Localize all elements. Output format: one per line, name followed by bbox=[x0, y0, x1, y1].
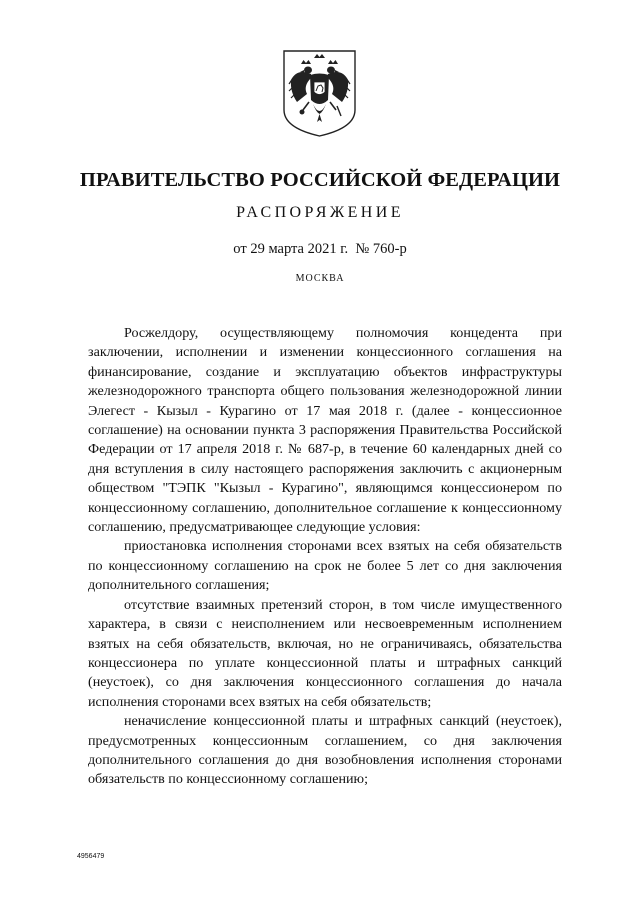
body-paragraph: отсутствие взаимных претензий сторон, в том числе имущественного характера, в связи с неисполнением или несвоевременным исполнением взятых на себя обязательств, включая, но не ограничиваясь, обязательства концессионера по уплате концессионной платы и штрафных санкций (неустоек), со дня заключения концессионного соглашения до начала исполнения сторонами всех взятых на себя обязательств; bbox=[88, 596, 562, 710]
body-paragraph: Росжелдору, осуществляющему полномочия концедента при заключении, исполнении и изменении концессионного соглашения на финансирование, создание и эксплуатацию объектов инфраструктуры железнодорожного транспорта общего пользования железнодорожной линии Элегест - Кызыл - Курагино от 17 мая 2018 г. (далее - концессионное соглашение) на основании пункта 3 распоряжения Правительства Российской Федерации от 17 апреля 2018 г. № 687-р, в течение 60 календарных дней со дня вступления в силу настоящего распоряжения заключить с акционерным обществом "ТЭПК "Кызыл - Курагино", являющимся концессионером по концессионному соглашению, дополнительное соглашение к концессионному соглашению, предусматривающее следующие условия: bbox=[88, 325, 562, 536]
document-code: 4956479 bbox=[77, 853, 105, 860]
document-type-heading: РАСПОРЯЖЕНИЕ bbox=[236, 204, 404, 221]
document-body bbox=[88, 324, 562, 790]
document-city: МОСКВА bbox=[295, 273, 345, 284]
government-title: ПРАВИТЕЛЬСТВО РОССИЙСКОЙ ФЕДЕРАЦИИ bbox=[79, 169, 561, 191]
document-date-number: от 29 марта 2021 г. № 760-р bbox=[233, 241, 407, 257]
coat-of-arms-emblem-icon bbox=[281, 48, 358, 138]
body-paragraph: приостановка исполнения сторонами всех взятых на себя обязательств по концессионному соглашению на срок не более 5 лет со дня заключения дополнительного соглашения; bbox=[88, 538, 562, 594]
body-paragraph: неначисление концессионной платы и штрафных санкций (неустоек), предусмотренных концессионным соглашением, со дня заключения дополнительного соглашения до дня возобновления исполнения сторонами обязательств по концессионному соглашению; bbox=[88, 713, 562, 788]
